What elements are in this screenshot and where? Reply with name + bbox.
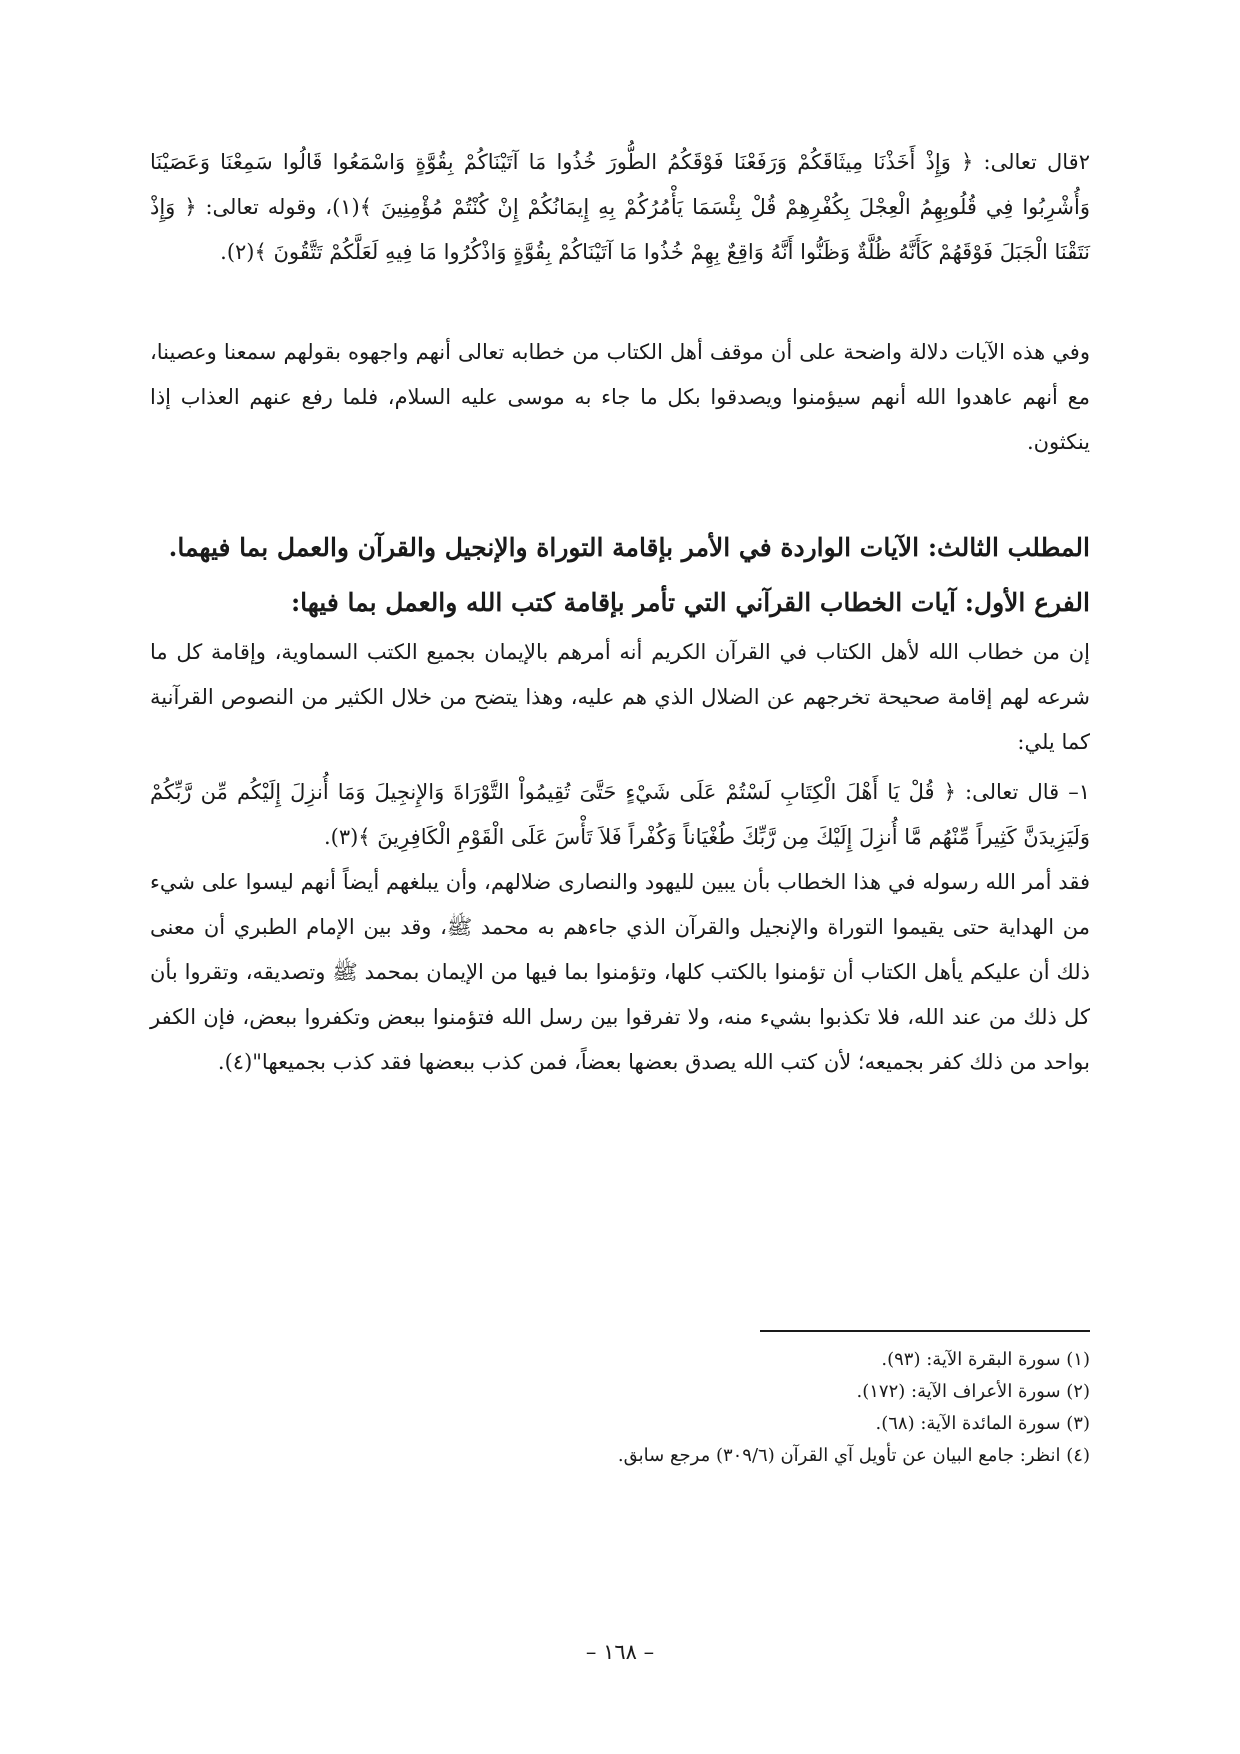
subsection-heading: الفرع الأول: آيات الخطاب القرآني التي تأمر بإقامة كتب الله والعمل بما فيها: bbox=[290, 588, 1090, 617]
footnote-3: (٣) سورة المائدة الآية: (٦٨). bbox=[875, 1413, 1090, 1434]
section-heading: المطلب الثالث: الآيات الواردة في الأمر بإقامة التوراة والإنجيل والقرآن والعمل بما فيهما. bbox=[168, 533, 1090, 562]
footnote-4: (٤) انظر: جامع البيان عن تأويل آي القرآن (٣٠٩/٦) مرجع سابق. bbox=[617, 1445, 1090, 1466]
footnote-separator bbox=[760, 1330, 1090, 1332]
verse-item-1: ١– قال تعالى: ﴿ قُلْ يَا أَهْلَ الْكِتَابِ لَسْتُمْ عَلَى شَيْءٍ حَتَّىَ تُقِيمُواْ التَّوْرَاةَ وَالإِنجِيلَ وَمَا أُنزِلَ إِلَيْكُم مِّن رَّبِّكُمْ وَلَيَزِيدَنَّ كَثِيراً مِّنْهُم مَّا أُنزِلَ إِلَيْكَ مِن رَّبِّكَ طُغْيَاناً وَكُفْراً فَلاَ تَأْسَ عَلَى الْقَوْمِ الْكَافِرِينَ ﴾(٣). bbox=[150, 780, 1090, 849]
quran-verses-paragraph: ٢قال تعالى: ﴿ وَإِذْ أَخَذْنَا مِيثَاقَكُمْ وَرَفَعْنَا فَوْقَكُمُ الطُّورَ خُذُوا مَا آتَيْنَاكُمْ بِقُوَّةٍ وَاسْمَعُوا قَالُوا سَمِعْنَا وَعَصَيْنَا وَأُشْرِبُوا فِي قُلُوبِهِمُ الْعِجْلَ بِكُفْرِهِمْ قُلْ بِئْسَمَا يَأْمُرُكُمْ بِهِ إِيمَانُكُمْ إِنْ كُنْتُمْ مُؤْمِنِينَ ﴾(١)، وقوله تعالى: ﴿ وَإِذْ نَتَقْنَا الْجَبَلَ فَوْقَهُمْ كَأَنَّهُ ظُلَّةٌ وَظَنُّوا أَنَّهُ وَاقِعٌ بِهِمْ خُذُوا مَا آتَيْنَاكُمْ بِقُوَّةٍ وَاذْكُرُوا مَا فِيهِ لَعَلَّكُمْ تَتَّقُونَ ﴾(٢). bbox=[150, 150, 1091, 264]
page-number: – ١٦٨ – bbox=[585, 1640, 655, 1664]
footnote-2: (٢) سورة الأعراف الآية: (١٧٢). bbox=[856, 1381, 1090, 1402]
intro-paragraph: إن من خطاب الله لأهل الكتاب في القرآن الكريم أنه أمرهم بالإيمان بجميع الكتب السماوية، وإقامة كل ما شرعه لهم إقامة صحيحة تخرجهم عن الضلال الذي هم عليه، وهذا يتضح من خلال الكثير من النصوص القرآنية كما يلي: bbox=[150, 640, 1090, 754]
tafsir-paragraph: فقد أمر الله رسوله في هذا الخطاب بأن يبين لليهود والنصارى ضلالهم، وأن يبلغهم أيضاً أنهم ليسوا على شيء من الهداية حتى يقيموا التوراة والإنجيل والقرآن الذي جاءهم به محمد ﷺ، وقد بين الإمام الطبري أن معنى ذلك أن عليكم يأهل الكتاب أن تؤمنوا بالكتب كلها، وتؤمنوا بما فيها من الإيمان بمحمد ﷺ وتصديقه، وتقروا بأن كل ذلك من عند الله، فلا تكذبوا بشيء منه، ولا تفرقوا بين رسل الله فتؤمنوا ببعض وتكفروا ببعض، فإن الكفر بواحد من ذلك كفر بجميعه؛ لأن كتب الله يصدق بعضها بعضاً، فمن كذب ببعضها فقد كذب بجميعها"(٤). bbox=[150, 870, 1090, 1074]
footnote-1: (١) سورة البقرة الآية: (٩٣). bbox=[881, 1349, 1090, 1370]
commentary-paragraph: وفي هذه الآيات دلالة واضحة على أن موقف أهل الكتاب من خطابه تعالى أنهم واجهوه بقولهم سمعنا وعصينا، مع أنهم عاهدوا الله أنهم سيؤمنوا ويصدقوا بكل ما جاء به موسى عليه السلام، فلما رفع عنهم العذاب إذا ينكثون. bbox=[150, 340, 1090, 454]
